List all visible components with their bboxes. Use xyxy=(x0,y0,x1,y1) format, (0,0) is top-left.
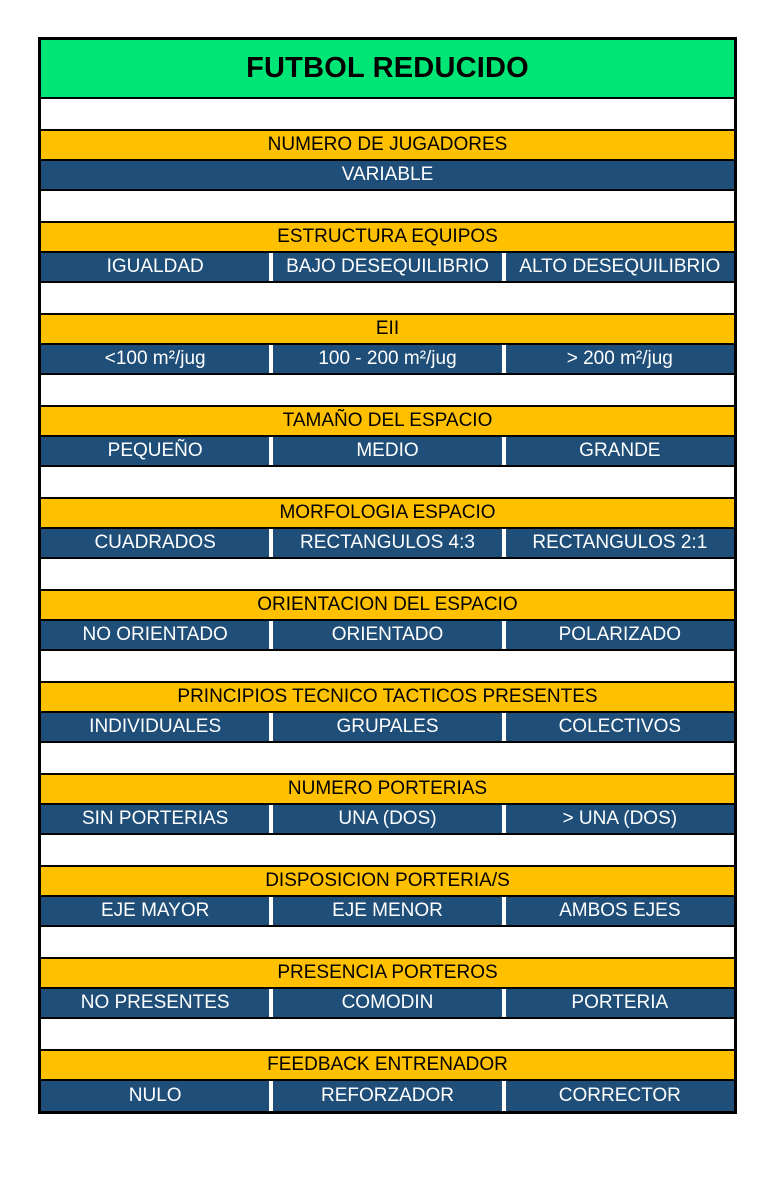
option-cell: INDIVIDUALES xyxy=(89,716,222,737)
options-row xyxy=(41,529,734,559)
option-cell: RECTANGULOS 2:1 xyxy=(502,529,734,557)
option-cell: RECTANGULOS 4:3 xyxy=(269,529,501,557)
option-cell: NULO xyxy=(128,1085,182,1106)
spacer-row xyxy=(41,375,734,407)
section-header: MORFOLOGIA ESPACIO xyxy=(41,499,734,529)
options-row xyxy=(41,805,734,835)
option-cell: CORRECTOR xyxy=(502,1081,734,1111)
option-cell: NO PRESENTES xyxy=(80,992,230,1013)
section-header: TAMAÑO DEL ESPACIO xyxy=(41,407,734,437)
option-cell: SIN PORTERIAS xyxy=(81,808,229,829)
spacer-row xyxy=(41,651,734,683)
options-row xyxy=(41,897,734,927)
section-header: EII xyxy=(41,315,734,345)
options-row xyxy=(41,713,734,743)
option-cell: PEQUEÑO xyxy=(107,440,203,461)
option-cell: ORIENTADO xyxy=(269,621,501,649)
options-row xyxy=(41,989,734,1019)
spacer-row xyxy=(41,467,734,499)
section-header: DISPOSICION PORTERIA/S xyxy=(41,867,734,897)
section-header: PRINCIPIOS TECNICO TACTICOS PRESENTES xyxy=(41,683,734,713)
options-row xyxy=(41,437,734,467)
options-row xyxy=(41,621,734,651)
section-header: NUMERO DE JUGADORES xyxy=(41,131,734,161)
option-cell: REFORZADOR xyxy=(269,1081,501,1111)
option-cell: POLARIZADO xyxy=(502,621,734,649)
sections-container xyxy=(41,99,734,1111)
spacer-row xyxy=(41,559,734,591)
futbol-reducido-table xyxy=(38,37,737,1114)
option-cell: PORTERIA xyxy=(502,989,734,1017)
section-header: ESTRUCTURA EQUIPOS xyxy=(41,223,734,253)
spacer-row xyxy=(41,1019,734,1051)
options-row xyxy=(41,1081,734,1111)
option-cell: EJE MENOR xyxy=(269,897,501,925)
option-cell: <100 m²/jug xyxy=(104,348,206,369)
option-cell: EJE MAYOR xyxy=(100,900,210,921)
option-cell: IGUALDAD xyxy=(106,256,204,277)
section-header: PRESENCIA PORTEROS xyxy=(41,959,734,989)
options-row xyxy=(41,161,734,191)
spacer-row xyxy=(41,99,734,131)
option-cell: 100 - 200 m²/jug xyxy=(269,345,501,373)
options-row xyxy=(41,253,734,283)
table-title: FUTBOL REDUCIDO xyxy=(41,40,734,99)
section-header: FEEDBACK ENTRENADOR xyxy=(41,1051,734,1081)
option-cell: ALTO DESEQUILIBRIO xyxy=(502,253,734,281)
option-cell: BAJO DESEQUILIBRIO xyxy=(269,253,501,281)
option-cell: GRUPALES xyxy=(269,713,501,741)
option-cell: > UNA (DOS) xyxy=(502,805,734,833)
option-cell: COLECTIVOS xyxy=(502,713,734,741)
spacer-row xyxy=(41,927,734,959)
options-row xyxy=(41,345,734,375)
option-cell: CUADRADOS xyxy=(94,532,216,553)
option-cell: AMBOS EJES xyxy=(502,897,734,925)
spacer-row xyxy=(41,283,734,315)
spacer-row xyxy=(41,835,734,867)
option-cell: MEDIO xyxy=(269,437,501,465)
option-cell: COMODIN xyxy=(269,989,501,1017)
section-header: NUMERO PORTERIAS xyxy=(41,775,734,805)
option-cell: NO ORIENTADO xyxy=(82,624,228,645)
section-header: ORIENTACION DEL ESPACIO xyxy=(41,591,734,621)
spacer-row xyxy=(41,191,734,223)
option-cell: VARIABLE xyxy=(341,164,434,185)
option-cell: GRANDE xyxy=(502,437,734,465)
option-cell: > 200 m²/jug xyxy=(502,345,734,373)
option-cell: UNA (DOS) xyxy=(269,805,501,833)
spacer-row xyxy=(41,743,734,775)
